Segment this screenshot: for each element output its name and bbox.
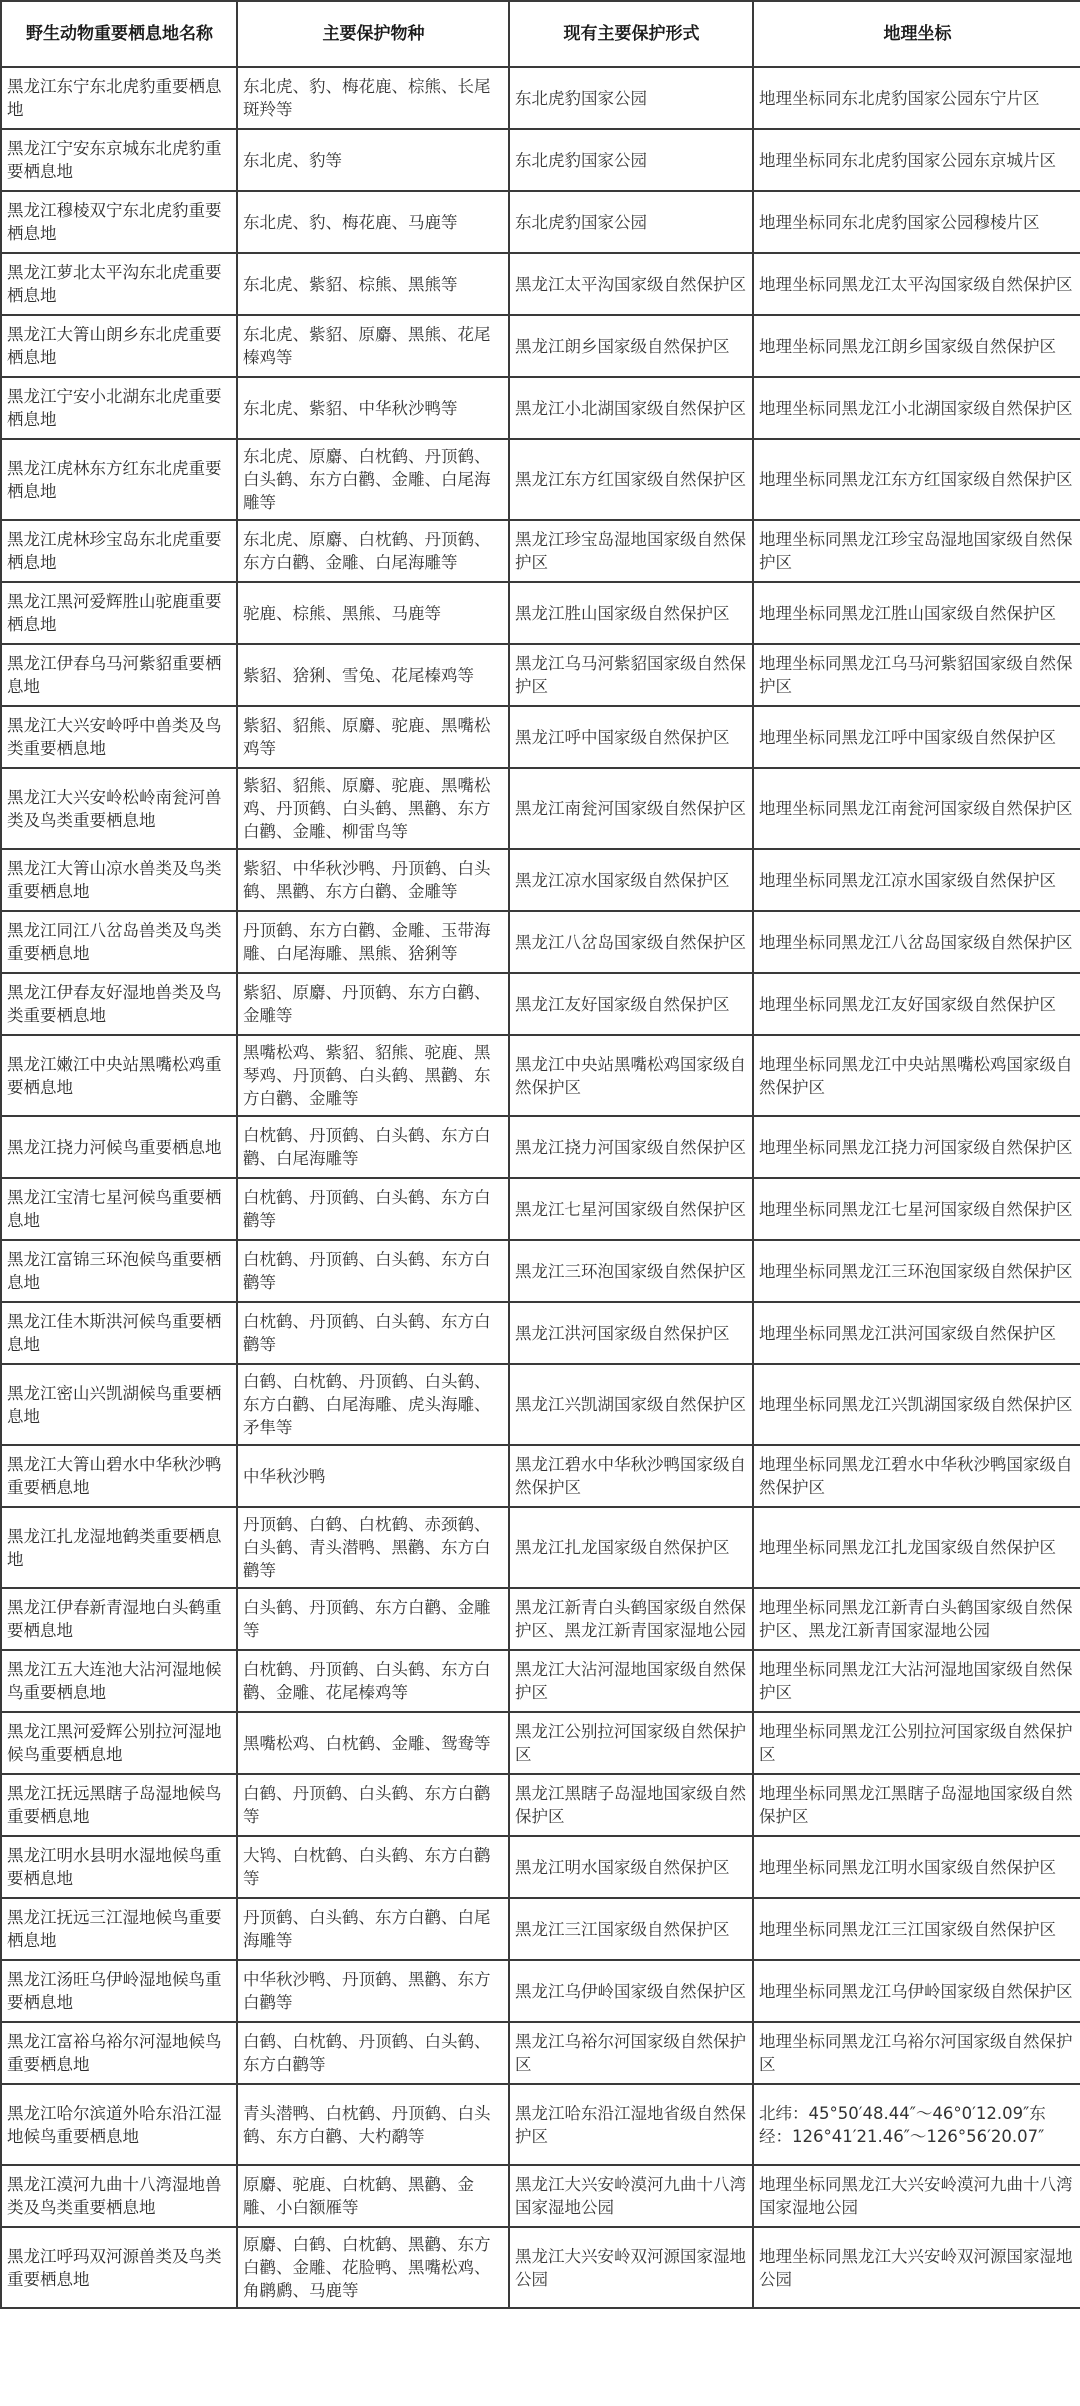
habitat-name-cell: 黑龙江抚远三江湿地候鸟重要栖息地 bbox=[1, 1898, 237, 1960]
protection-form-cell: 黑龙江大兴安岭漠河九曲十八湾国家湿地公园 bbox=[509, 2165, 753, 2227]
protection-form-cell: 黑龙江明水国家级自然保护区 bbox=[509, 1836, 753, 1898]
table-row bbox=[1, 129, 1080, 191]
table-row bbox=[1, 2022, 1080, 2084]
habitat-name-cell: 黑龙江挠力河候鸟重要栖息地 bbox=[1, 1116, 237, 1178]
table-row bbox=[1, 1445, 1080, 1507]
table-header bbox=[1, 1, 1080, 67]
protection-form-cell: 黑龙江新青白头鹤国家级自然保护区、黑龙江新青国家湿地公园 bbox=[509, 1588, 753, 1650]
species-cell: 紫貂、中华秋沙鸭、丹顶鹤、白头鹤、黑鹳、东方白鹳、金雕等 bbox=[237, 849, 509, 911]
coordinate-cell: 地理坐标同黑龙江呼中国家级自然保护区 bbox=[753, 706, 1080, 768]
protection-form-cell: 黑龙江哈东沿江湿地省级自然保护区 bbox=[509, 2084, 753, 2165]
species-cell: 紫貂、猞猁、雪兔、花尾榛鸡等 bbox=[237, 644, 509, 706]
header-habitat-name: 野生动物重要栖息地名称 bbox=[1, 1, 237, 67]
protection-form-cell: 黑龙江兴凯湖国家级自然保护区 bbox=[509, 1364, 753, 1445]
table-row bbox=[1, 706, 1080, 768]
species-cell: 原麝、驼鹿、白枕鹤、黑鹳、金雕、小白额雁等 bbox=[237, 2165, 509, 2227]
species-cell: 白鹤、白枕鹤、丹顶鹤、白头鹤、东方白鹳等 bbox=[237, 2022, 509, 2084]
habitat-name-cell: 黑龙江宝清七星河候鸟重要栖息地 bbox=[1, 1178, 237, 1240]
species-cell: 白枕鹤、丹顶鹤、白头鹤、东方白鹳等 bbox=[237, 1240, 509, 1302]
table-row bbox=[1, 1712, 1080, 1774]
species-cell: 中华秋沙鸭、丹顶鹤、黑鹳、东方白鹳等 bbox=[237, 1960, 509, 2022]
protection-form-cell: 黑龙江朗乡国家级自然保护区 bbox=[509, 315, 753, 377]
species-cell: 白枕鹤、丹顶鹤、白头鹤、东方白鹳、白尾海雕等 bbox=[237, 1116, 509, 1178]
coordinate-cell: 地理坐标同黑龙江挠力河国家级自然保护区 bbox=[753, 1116, 1080, 1178]
species-cell: 中华秋沙鸭 bbox=[237, 1445, 509, 1507]
coordinate-cell: 地理坐标同黑龙江黑瞎子岛湿地国家级自然保护区 bbox=[753, 1774, 1080, 1836]
species-cell: 东北虎、紫貂、原麝、黑熊、花尾榛鸡等 bbox=[237, 315, 509, 377]
species-cell: 丹顶鹤、白头鹤、东方白鹳、白尾海雕等 bbox=[237, 1898, 509, 1960]
protection-form-cell: 黑龙江三环泡国家级自然保护区 bbox=[509, 1240, 753, 1302]
header-protected-species: 主要保护物种 bbox=[237, 1, 509, 67]
species-cell: 黑嘴松鸡、白枕鹤、金雕、鸳鸯等 bbox=[237, 1712, 509, 1774]
species-cell: 白枕鹤、丹顶鹤、白头鹤、东方白鹳、金雕、花尾榛鸡等 bbox=[237, 1650, 509, 1712]
habitat-name-cell: 黑龙江明水县明水湿地候鸟重要栖息地 bbox=[1, 1836, 237, 1898]
species-cell: 东北虎、紫貂、中华秋沙鸭等 bbox=[237, 377, 509, 439]
protection-form-cell: 黑龙江八岔岛国家级自然保护区 bbox=[509, 911, 753, 973]
table-row bbox=[1, 1588, 1080, 1650]
habitat-name-cell: 黑龙江宁安东京城东北虎豹重要栖息地 bbox=[1, 129, 237, 191]
protection-form-cell: 黑龙江中央站黑嘴松鸡国家级自然保护区 bbox=[509, 1035, 753, 1116]
protection-form-cell: 黑龙江黑瞎子岛湿地国家级自然保护区 bbox=[509, 1774, 753, 1836]
protection-form-cell: 黑龙江乌马河紫貂国家级自然保护区 bbox=[509, 644, 753, 706]
table-body bbox=[1, 67, 1080, 2308]
habitat-name-cell: 黑龙江伊春乌马河紫貂重要栖息地 bbox=[1, 644, 237, 706]
species-cell: 大鸨、白枕鹤、白头鹤、东方白鹳等 bbox=[237, 1836, 509, 1898]
protection-form-cell: 东北虎豹国家公园 bbox=[509, 67, 753, 129]
table-row bbox=[1, 768, 1080, 849]
table-row bbox=[1, 1178, 1080, 1240]
table-row bbox=[1, 1507, 1080, 1588]
table-row bbox=[1, 439, 1080, 520]
habitat-name-cell: 黑龙江抚远黑瞎子岛湿地候鸟重要栖息地 bbox=[1, 1774, 237, 1836]
table-row bbox=[1, 1836, 1080, 1898]
table-row bbox=[1, 2084, 1080, 2165]
coordinate-cell: 地理坐标同黑龙江胜山国家级自然保护区 bbox=[753, 582, 1080, 644]
habitat-name-cell: 黑龙江佳木斯洪河候鸟重要栖息地 bbox=[1, 1302, 237, 1364]
habitat-name-cell: 黑龙江嫩江中央站黑嘴松鸡重要栖息地 bbox=[1, 1035, 237, 1116]
species-cell: 驼鹿、棕熊、黑熊、马鹿等 bbox=[237, 582, 509, 644]
species-cell: 黑嘴松鸡、紫貂、貂熊、驼鹿、黑琴鸡、丹顶鹤、白头鹤、黑鹳、东方白鹳、金雕等 bbox=[237, 1035, 509, 1116]
coordinate-cell: 地理坐标同黑龙江南瓮河国家级自然保护区 bbox=[753, 768, 1080, 849]
coordinate-cell: 地理坐标同黑龙江乌伊岭国家级自然保护区 bbox=[753, 1960, 1080, 2022]
protection-form-cell: 黑龙江友好国家级自然保护区 bbox=[509, 973, 753, 1035]
species-cell: 白枕鹤、丹顶鹤、白头鹤、东方白鹳等 bbox=[237, 1302, 509, 1364]
coordinate-cell: 地理坐标同东北虎豹国家公园穆棱片区 bbox=[753, 191, 1080, 253]
species-cell: 丹顶鹤、白鹤、白枕鹤、赤颈鹤、白头鹤、青头潜鸭、黑鹳、东方白鹳等 bbox=[237, 1507, 509, 1588]
species-cell: 东北虎、原麝、白枕鹤、丹顶鹤、东方白鹳、金雕、白尾海雕等 bbox=[237, 520, 509, 582]
habitat-name-cell: 黑龙江同江八岔岛兽类及鸟类重要栖息地 bbox=[1, 911, 237, 973]
habitat-name-cell: 黑龙江宁安小北湖东北虎重要栖息地 bbox=[1, 377, 237, 439]
coordinate-cell: 地理坐标同黑龙江东方红国家级自然保护区 bbox=[753, 439, 1080, 520]
protection-form-cell: 黑龙江小北湖国家级自然保护区 bbox=[509, 377, 753, 439]
habitat-name-cell: 黑龙江伊春新青湿地白头鹤重要栖息地 bbox=[1, 1588, 237, 1650]
species-cell: 紫貂、貂熊、原麝、驼鹿、黑嘴松鸡等 bbox=[237, 706, 509, 768]
protection-form-cell: 黑龙江南瓮河国家级自然保护区 bbox=[509, 768, 753, 849]
species-cell: 白头鹤、丹顶鹤、东方白鹳、金雕等 bbox=[237, 1588, 509, 1650]
protection-form-cell: 黑龙江碧水中华秋沙鸭国家级自然保护区 bbox=[509, 1445, 753, 1507]
protection-form-cell: 东北虎豹国家公园 bbox=[509, 191, 753, 253]
species-cell: 青头潜鸭、白枕鹤、丹顶鹤、白头鹤、东方白鹳、大杓鹬等 bbox=[237, 2084, 509, 2165]
coordinate-cell: 地理坐标同黑龙江公别拉河国家级自然保护区 bbox=[753, 1712, 1080, 1774]
habitat-name-cell: 黑龙江黑河爱辉胜山驼鹿重要栖息地 bbox=[1, 582, 237, 644]
protection-form-cell: 黑龙江七星河国家级自然保护区 bbox=[509, 1178, 753, 1240]
table-row bbox=[1, 1960, 1080, 2022]
species-cell: 丹顶鹤、东方白鹳、金雕、玉带海雕、白尾海雕、黑熊、猞猁等 bbox=[237, 911, 509, 973]
coordinate-cell: 地理坐标同黑龙江乌马河紫貂国家级自然保护区 bbox=[753, 644, 1080, 706]
species-cell: 紫貂、原麝、丹顶鹤、东方白鹳、金雕等 bbox=[237, 973, 509, 1035]
habitat-name-cell: 黑龙江大兴安岭松岭南瓮河兽类及鸟类重要栖息地 bbox=[1, 768, 237, 849]
table-row bbox=[1, 191, 1080, 253]
table-row bbox=[1, 1774, 1080, 1836]
protection-form-cell: 黑龙江挠力河国家级自然保护区 bbox=[509, 1116, 753, 1178]
habitat-name-cell: 黑龙江扎龙湿地鹤类重要栖息地 bbox=[1, 1507, 237, 1588]
table-row bbox=[1, 67, 1080, 129]
species-cell: 白枕鹤、丹顶鹤、白头鹤、东方白鹳等 bbox=[237, 1178, 509, 1240]
table-row bbox=[1, 911, 1080, 973]
species-cell: 东北虎、豹等 bbox=[237, 129, 509, 191]
habitat-name-cell: 黑龙江哈尔滨道外哈东沿江湿地候鸟重要栖息地 bbox=[1, 2084, 237, 2165]
habitat-name-cell: 黑龙江伊春友好湿地兽类及鸟类重要栖息地 bbox=[1, 973, 237, 1035]
habitat-name-cell: 黑龙江大箐山朗乡东北虎重要栖息地 bbox=[1, 315, 237, 377]
coordinate-cell: 地理坐标同黑龙江碧水中华秋沙鸭国家级自然保护区 bbox=[753, 1445, 1080, 1507]
species-cell: 白鹤、白枕鹤、丹顶鹤、白头鹤、东方白鹳、白尾海雕、虎头海雕、矛隼等 bbox=[237, 1364, 509, 1445]
coordinate-cell: 地理坐标同黑龙江兴凯湖国家级自然保护区 bbox=[753, 1364, 1080, 1445]
coordinate-cell: 地理坐标同黑龙江七星河国家级自然保护区 bbox=[753, 1178, 1080, 1240]
species-cell: 原麝、白鹤、白枕鹤、黑鹳、东方白鹳、金雕、花脸鸭、黑嘴松鸡、角䴙䴘、马鹿等 bbox=[237, 2227, 509, 2308]
habitat-name-cell: 黑龙江汤旺乌伊岭湿地候鸟重要栖息地 bbox=[1, 1960, 237, 2022]
habitat-name-cell: 黑龙江富裕乌裕尔河湿地候鸟重要栖息地 bbox=[1, 2022, 237, 2084]
protection-form-cell: 黑龙江公别拉河国家级自然保护区 bbox=[509, 1712, 753, 1774]
coordinate-cell: 地理坐标同黑龙江洪河国家级自然保护区 bbox=[753, 1302, 1080, 1364]
header-protection-form: 现有主要保护形式 bbox=[509, 1, 753, 67]
habitat-name-cell: 黑龙江富锦三环泡候鸟重要栖息地 bbox=[1, 1240, 237, 1302]
habitat-name-cell: 黑龙江虎林珍宝岛东北虎重要栖息地 bbox=[1, 520, 237, 582]
protection-form-cell: 黑龙江呼中国家级自然保护区 bbox=[509, 706, 753, 768]
table-row bbox=[1, 1650, 1080, 1712]
species-cell: 紫貂、貂熊、原麝、驼鹿、黑嘴松鸡、丹顶鹤、白头鹤、黑鹳、东方白鹳、金雕、柳雷鸟等 bbox=[237, 768, 509, 849]
coordinate-cell: 地理坐标同黑龙江新青白头鹤国家级自然保护区、黑龙江新青国家湿地公园 bbox=[753, 1588, 1080, 1650]
protection-form-cell: 黑龙江太平沟国家级自然保护区 bbox=[509, 253, 753, 315]
table-row bbox=[1, 2165, 1080, 2227]
protection-form-cell: 黑龙江扎龙国家级自然保护区 bbox=[509, 1507, 753, 1588]
coordinate-cell: 地理坐标同黑龙江小北湖国家级自然保护区 bbox=[753, 377, 1080, 439]
habitat-name-cell: 黑龙江五大连池大沾河湿地候鸟重要栖息地 bbox=[1, 1650, 237, 1712]
habitat-name-cell: 黑龙江东宁东北虎豹重要栖息地 bbox=[1, 67, 237, 129]
protection-form-cell: 黑龙江东方红国家级自然保护区 bbox=[509, 439, 753, 520]
habitat-name-cell: 黑龙江大箐山凉水兽类及鸟类重要栖息地 bbox=[1, 849, 237, 911]
table-row bbox=[1, 1898, 1080, 1960]
table-row bbox=[1, 644, 1080, 706]
protection-form-cell: 黑龙江胜山国家级自然保护区 bbox=[509, 582, 753, 644]
coordinate-cell: 地理坐标同黑龙江乌裕尔河国家级自然保护区 bbox=[753, 2022, 1080, 2084]
habitat-name-cell: 黑龙江大兴安岭呼中兽类及鸟类重要栖息地 bbox=[1, 706, 237, 768]
species-cell: 东北虎、原麝、白枕鹤、丹顶鹤、白头鹤、东方白鹳、金雕、白尾海雕等 bbox=[237, 439, 509, 520]
protection-form-cell: 黑龙江洪河国家级自然保护区 bbox=[509, 1302, 753, 1364]
protection-form-cell: 黑龙江大沾河湿地国家级自然保护区 bbox=[509, 1650, 753, 1712]
coordinate-cell: 北纬：45°50′48.44″～46°0′12.09″东经：126°41′21.46″～126°56′20.07″ bbox=[753, 2084, 1080, 2165]
habitat-name-cell: 黑龙江萝北太平沟东北虎重要栖息地 bbox=[1, 253, 237, 315]
habitat-name-cell: 黑龙江虎林东方红东北虎重要栖息地 bbox=[1, 439, 237, 520]
header-coordinates: 地理坐标 bbox=[753, 1, 1080, 67]
habitat-name-cell: 黑龙江黑河爱辉公别拉河湿地候鸟重要栖息地 bbox=[1, 1712, 237, 1774]
habitat-name-cell: 黑龙江呼玛双河源兽类及鸟类重要栖息地 bbox=[1, 2227, 237, 2308]
table-row bbox=[1, 1035, 1080, 1116]
protection-form-cell: 黑龙江大兴安岭双河源国家湿地公园 bbox=[509, 2227, 753, 2308]
coordinate-cell: 地理坐标同黑龙江八岔岛国家级自然保护区 bbox=[753, 911, 1080, 973]
protection-form-cell: 黑龙江乌伊岭国家级自然保护区 bbox=[509, 1960, 753, 2022]
species-cell: 东北虎、豹、梅花鹿、棕熊、长尾斑羚等 bbox=[237, 67, 509, 129]
habitat-name-cell: 黑龙江穆棱双宁东北虎豹重要栖息地 bbox=[1, 191, 237, 253]
table-row bbox=[1, 2227, 1080, 2308]
coordinate-cell: 地理坐标同黑龙江友好国家级自然保护区 bbox=[753, 973, 1080, 1035]
coordinate-cell: 地理坐标同黑龙江三江国家级自然保护区 bbox=[753, 1898, 1080, 1960]
table-row bbox=[1, 315, 1080, 377]
coordinate-cell: 地理坐标同黑龙江大兴安岭漠河九曲十八湾国家湿地公园 bbox=[753, 2165, 1080, 2227]
species-cell: 白鹤、丹顶鹤、白头鹤、东方白鹳等 bbox=[237, 1774, 509, 1836]
coordinate-cell: 地理坐标同黑龙江朗乡国家级自然保护区 bbox=[753, 315, 1080, 377]
habitat-name-cell: 黑龙江大箐山碧水中华秋沙鸭重要栖息地 bbox=[1, 1445, 237, 1507]
protection-form-cell: 黑龙江凉水国家级自然保护区 bbox=[509, 849, 753, 911]
coordinate-cell: 地理坐标同黑龙江凉水国家级自然保护区 bbox=[753, 849, 1080, 911]
protection-form-cell: 黑龙江乌裕尔河国家级自然保护区 bbox=[509, 2022, 753, 2084]
species-cell: 东北虎、豹、梅花鹿、马鹿等 bbox=[237, 191, 509, 253]
table-row bbox=[1, 1116, 1080, 1178]
table-row bbox=[1, 520, 1080, 582]
table-row bbox=[1, 1240, 1080, 1302]
coordinate-cell: 地理坐标同东北虎豹国家公园东宁片区 bbox=[753, 67, 1080, 129]
table-row bbox=[1, 582, 1080, 644]
protection-form-cell: 黑龙江三江国家级自然保护区 bbox=[509, 1898, 753, 1960]
habitat-name-cell: 黑龙江密山兴凯湖候鸟重要栖息地 bbox=[1, 1364, 237, 1445]
species-cell: 东北虎、紫貂、棕熊、黑熊等 bbox=[237, 253, 509, 315]
coordinate-cell: 地理坐标同黑龙江太平沟国家级自然保护区 bbox=[753, 253, 1080, 315]
table-row bbox=[1, 973, 1080, 1035]
table-row bbox=[1, 1302, 1080, 1364]
coordinate-cell: 地理坐标同黑龙江大沾河湿地国家级自然保护区 bbox=[753, 1650, 1080, 1712]
header-row bbox=[1, 1, 1080, 67]
coordinate-cell: 地理坐标同黑龙江明水国家级自然保护区 bbox=[753, 1836, 1080, 1898]
protection-form-cell: 黑龙江珍宝岛湿地国家级自然保护区 bbox=[509, 520, 753, 582]
table-row bbox=[1, 253, 1080, 315]
habitat-name-cell: 黑龙江漠河九曲十八湾湿地兽类及鸟类重要栖息地 bbox=[1, 2165, 237, 2227]
coordinate-cell: 地理坐标同黑龙江中央站黑嘴松鸡国家级自然保护区 bbox=[753, 1035, 1080, 1116]
table-row bbox=[1, 849, 1080, 911]
coordinate-cell: 地理坐标同东北虎豹国家公园东京城片区 bbox=[753, 129, 1080, 191]
coordinate-cell: 地理坐标同黑龙江珍宝岛湿地国家级自然保护区 bbox=[753, 520, 1080, 582]
table-row bbox=[1, 377, 1080, 439]
coordinate-cell: 地理坐标同黑龙江大兴安岭双河源国家湿地公园 bbox=[753, 2227, 1080, 2308]
coordinate-cell: 地理坐标同黑龙江扎龙国家级自然保护区 bbox=[753, 1507, 1080, 1588]
table-row bbox=[1, 1364, 1080, 1445]
protection-form-cell: 东北虎豹国家公园 bbox=[509, 129, 753, 191]
coordinate-cell: 地理坐标同黑龙江三环泡国家级自然保护区 bbox=[753, 1240, 1080, 1302]
